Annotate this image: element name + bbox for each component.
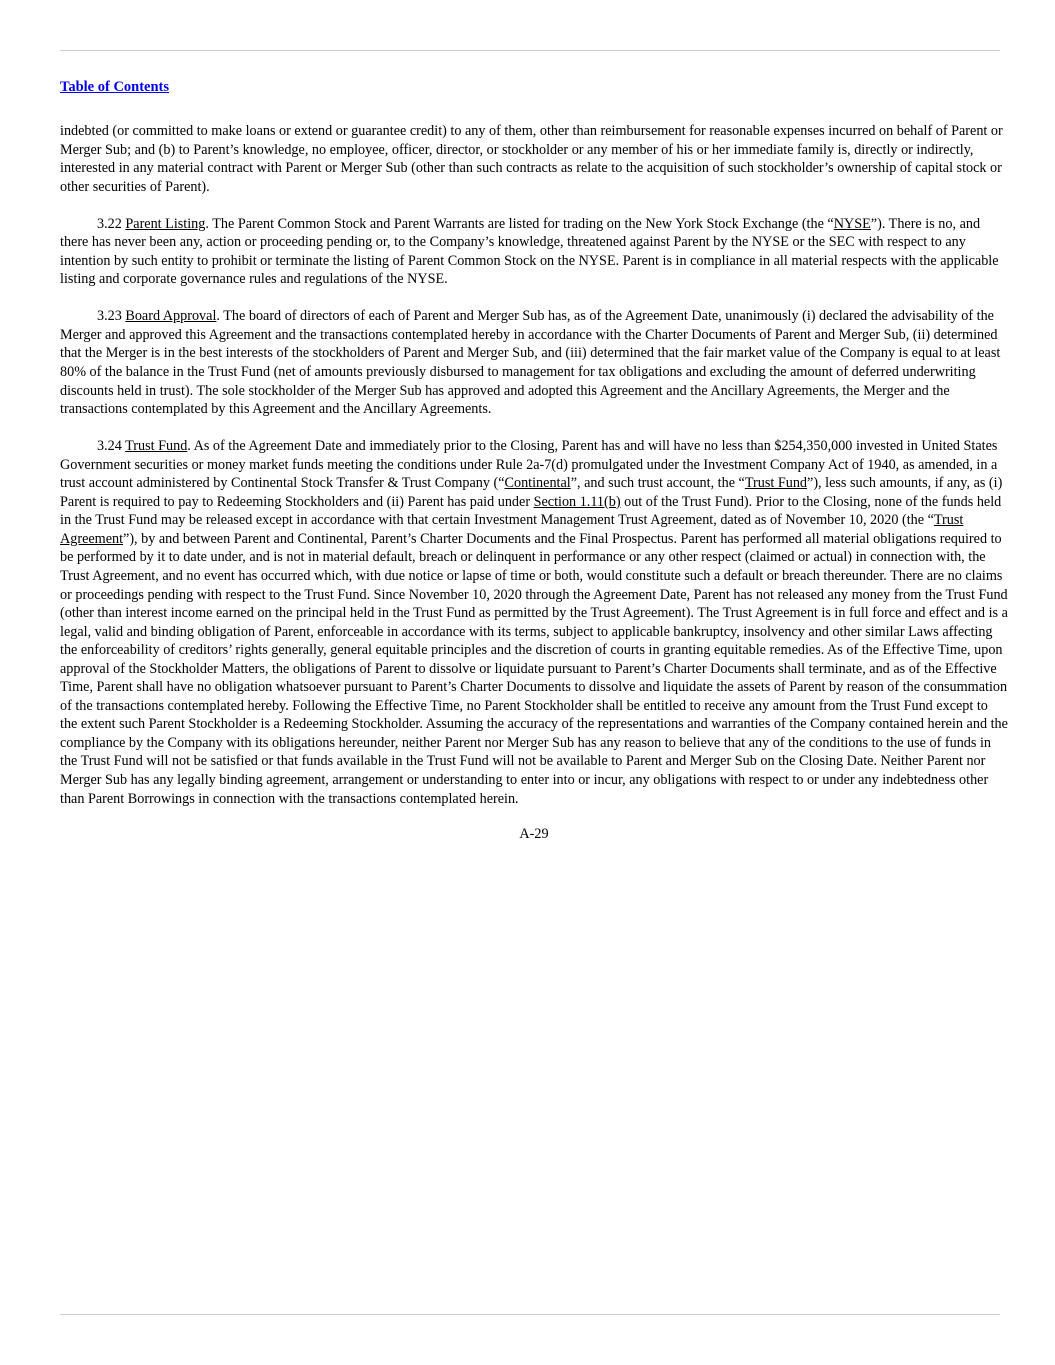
top-divider xyxy=(60,50,1000,51)
defined-term-continental: Continental xyxy=(504,475,571,492)
section-text: . The Parent Common Stock and Parent Warrants are listed for trading on the New York Stock Exchange (the “ xyxy=(205,215,834,232)
section-3-23-board-approval xyxy=(60,307,1008,418)
paragraph-continuation: indebted (or committed to make loans or extend or guarantee credit) to any of them, other than reimbursement for reasonable expenses incurred on behalf of Parent or Merger Sub; and (b) to Parent’s knowledge, no employee, officer, director, or stockholder or any member of his or her immediate family is, directly or indirectly, interested in any material contract with Parent or Merger Sub (other than such contracts as relate to the acquisition of such stockholder’s ownership of capital stock or other securities of Parent). xyxy=(60,123,1003,195)
section-3-22-parent-listing xyxy=(60,215,1008,289)
document-body xyxy=(60,122,1008,843)
section-text: . As of the Agreement Date and immediately prior to the Closing, Parent has and will have no less than $254,350,000 invested in United States Government securities or money market funds meeting the conditions under Rule 2a-7(d) promulgated under the Investment Company Act of 1940, as amended, in a trust account administered by Continental Stock Transfer & Trust Company (“ xyxy=(60,438,998,492)
section-number: 3.23 xyxy=(97,308,122,325)
section-text: ”). There is no, and there has never been any, action or proceeding pending or, to the Company’s knowledge, threatened against Parent by the NYSE or the SEC with respect to any intention by such entity to prohibit or terminate the listing of Parent Common Stock on the NYSE. Parent is in compliance in all material respects with the applicable listing and corporate governance rules and regulations of the NYSE. xyxy=(60,215,999,288)
defined-term-nyse: NYSE xyxy=(833,215,871,232)
section-text: . The board of directors of each of Parent and Merger Sub has, as of the Agreement Date, unanimously (i) declared the advisability of the Merger and approved this Agreement and the transactions contemplated hereby in accordance with the Charter Documents of Parent and Merger Sub, (ii) determined that the Merger is in the best interests of the stockholders of Parent and Merger Sub, and (iii) determined that the fair market value of the Company is equal to at least 80% of the balance in the Trust Fund (net of amounts previously disbursed to management for tax obligations and excluding the amount of deferred underwriting discounts held in trust). The sole stockholder of the Merger Sub has approved and adopted this Agreement and the Ancillary Agreements, the Merger and the transactions contemplated by this Agreement and the Ancillary Agreements. xyxy=(60,308,1001,418)
section-text: out of the Trust Fund). Prior to the Closing, none of the funds held in the Trust Fund may be released except in accordance with that certain Investment Management Trust Agreement, dated as of November 10, 2020 (the “ xyxy=(60,493,1002,529)
section-title: Parent Listing xyxy=(125,215,206,232)
section-text: ”, and such trust account, the “ xyxy=(570,475,745,492)
defined-term-trust-fund: Trust Fund xyxy=(744,475,808,492)
section-title: Board Approval xyxy=(125,308,217,325)
section-number: 3.22 xyxy=(97,215,122,232)
defined-term-trust-agreement: Trust Agreement xyxy=(60,512,964,547)
page-number: A-29 xyxy=(519,825,549,842)
section-text: ”), by and between Parent and Continental, Parent’s Charter Documents and the Final Prospectus. Parent has performed all material obligations required to be performed by it to date under, and is not in material default, breach or delinquent in performance or any other respect (claimed or actual) in connection with, the Trust Agreement, and no event has occurred which, with due notice or lapse of time or both, would constitute such a default or breach thereunder. There are no claims or proceedings pending with respect to the Trust Fund. Since November 10, 2020 through the Agreement Date, Parent has not released any money from the Trust Fund (other than interest income earned on the principal held in the Trust Fund as permitted by the Trust Agreement). The Trust Agreement is in full force and effect and is a legal, valid and binding obligation of Parent, enforceable in accordance with its terms, subject to applicable bankruptcy, insolvency and other similar Laws affecting the enforceability of creditors’ rights generally, general equitable principles and the discretion of courts in granting equitable remedies. As of the Effective Time, upon approval of the Stockholder Matters, the obligations of Parent to dissolve or liquidate pursuant to Parent’s Charter Documents shall terminate, and as of the Effective Time, Parent shall have no obligation whatsoever pursuant to Parent’s Charter Documents to dissolve and liquidate the assets of Parent by reason of the consummation of the transactions contemplated hereby. Following the Effective Time, no Parent Stockholder shall be entitled to receive any amount from the Trust Fund except to the extent such Parent Stockholder is a Redeeming Stockholder. Assuming the accuracy of the representations and warranties of the Company contained herein and the compliance by the Company with its obligations hereunder, neither Parent nor Merger Sub has any reason to believe that any of the conditions to the use of funds in the Trust Fund will not be satisfied or that funds available in the Trust Fund will not be available to Parent and Merger Sub on the Closing Date. Neither Parent nor Merger Sub has any legally binding agreement, arrangement or understanding to enter into or incur, any obligations with respect to or under any indebtedness other than Parent Borrowings in connection with the transactions contemplated herein. xyxy=(60,530,1008,807)
section-3-24-trust-fund xyxy=(60,437,1008,808)
table-of-contents-link[interactable]: Table of Contents xyxy=(60,79,170,95)
section-reference-1-11b: Section 1.11(b) xyxy=(533,493,621,510)
section-title: Trust Fund xyxy=(125,438,188,455)
section-text: ”), less such amounts, if any, as (i) Parent is required to pay to Redeeming Stockholders and (ii) Parent has paid under xyxy=(60,475,1003,510)
section-number: 3.24 xyxy=(97,438,122,455)
bottom-divider xyxy=(60,1314,1000,1315)
